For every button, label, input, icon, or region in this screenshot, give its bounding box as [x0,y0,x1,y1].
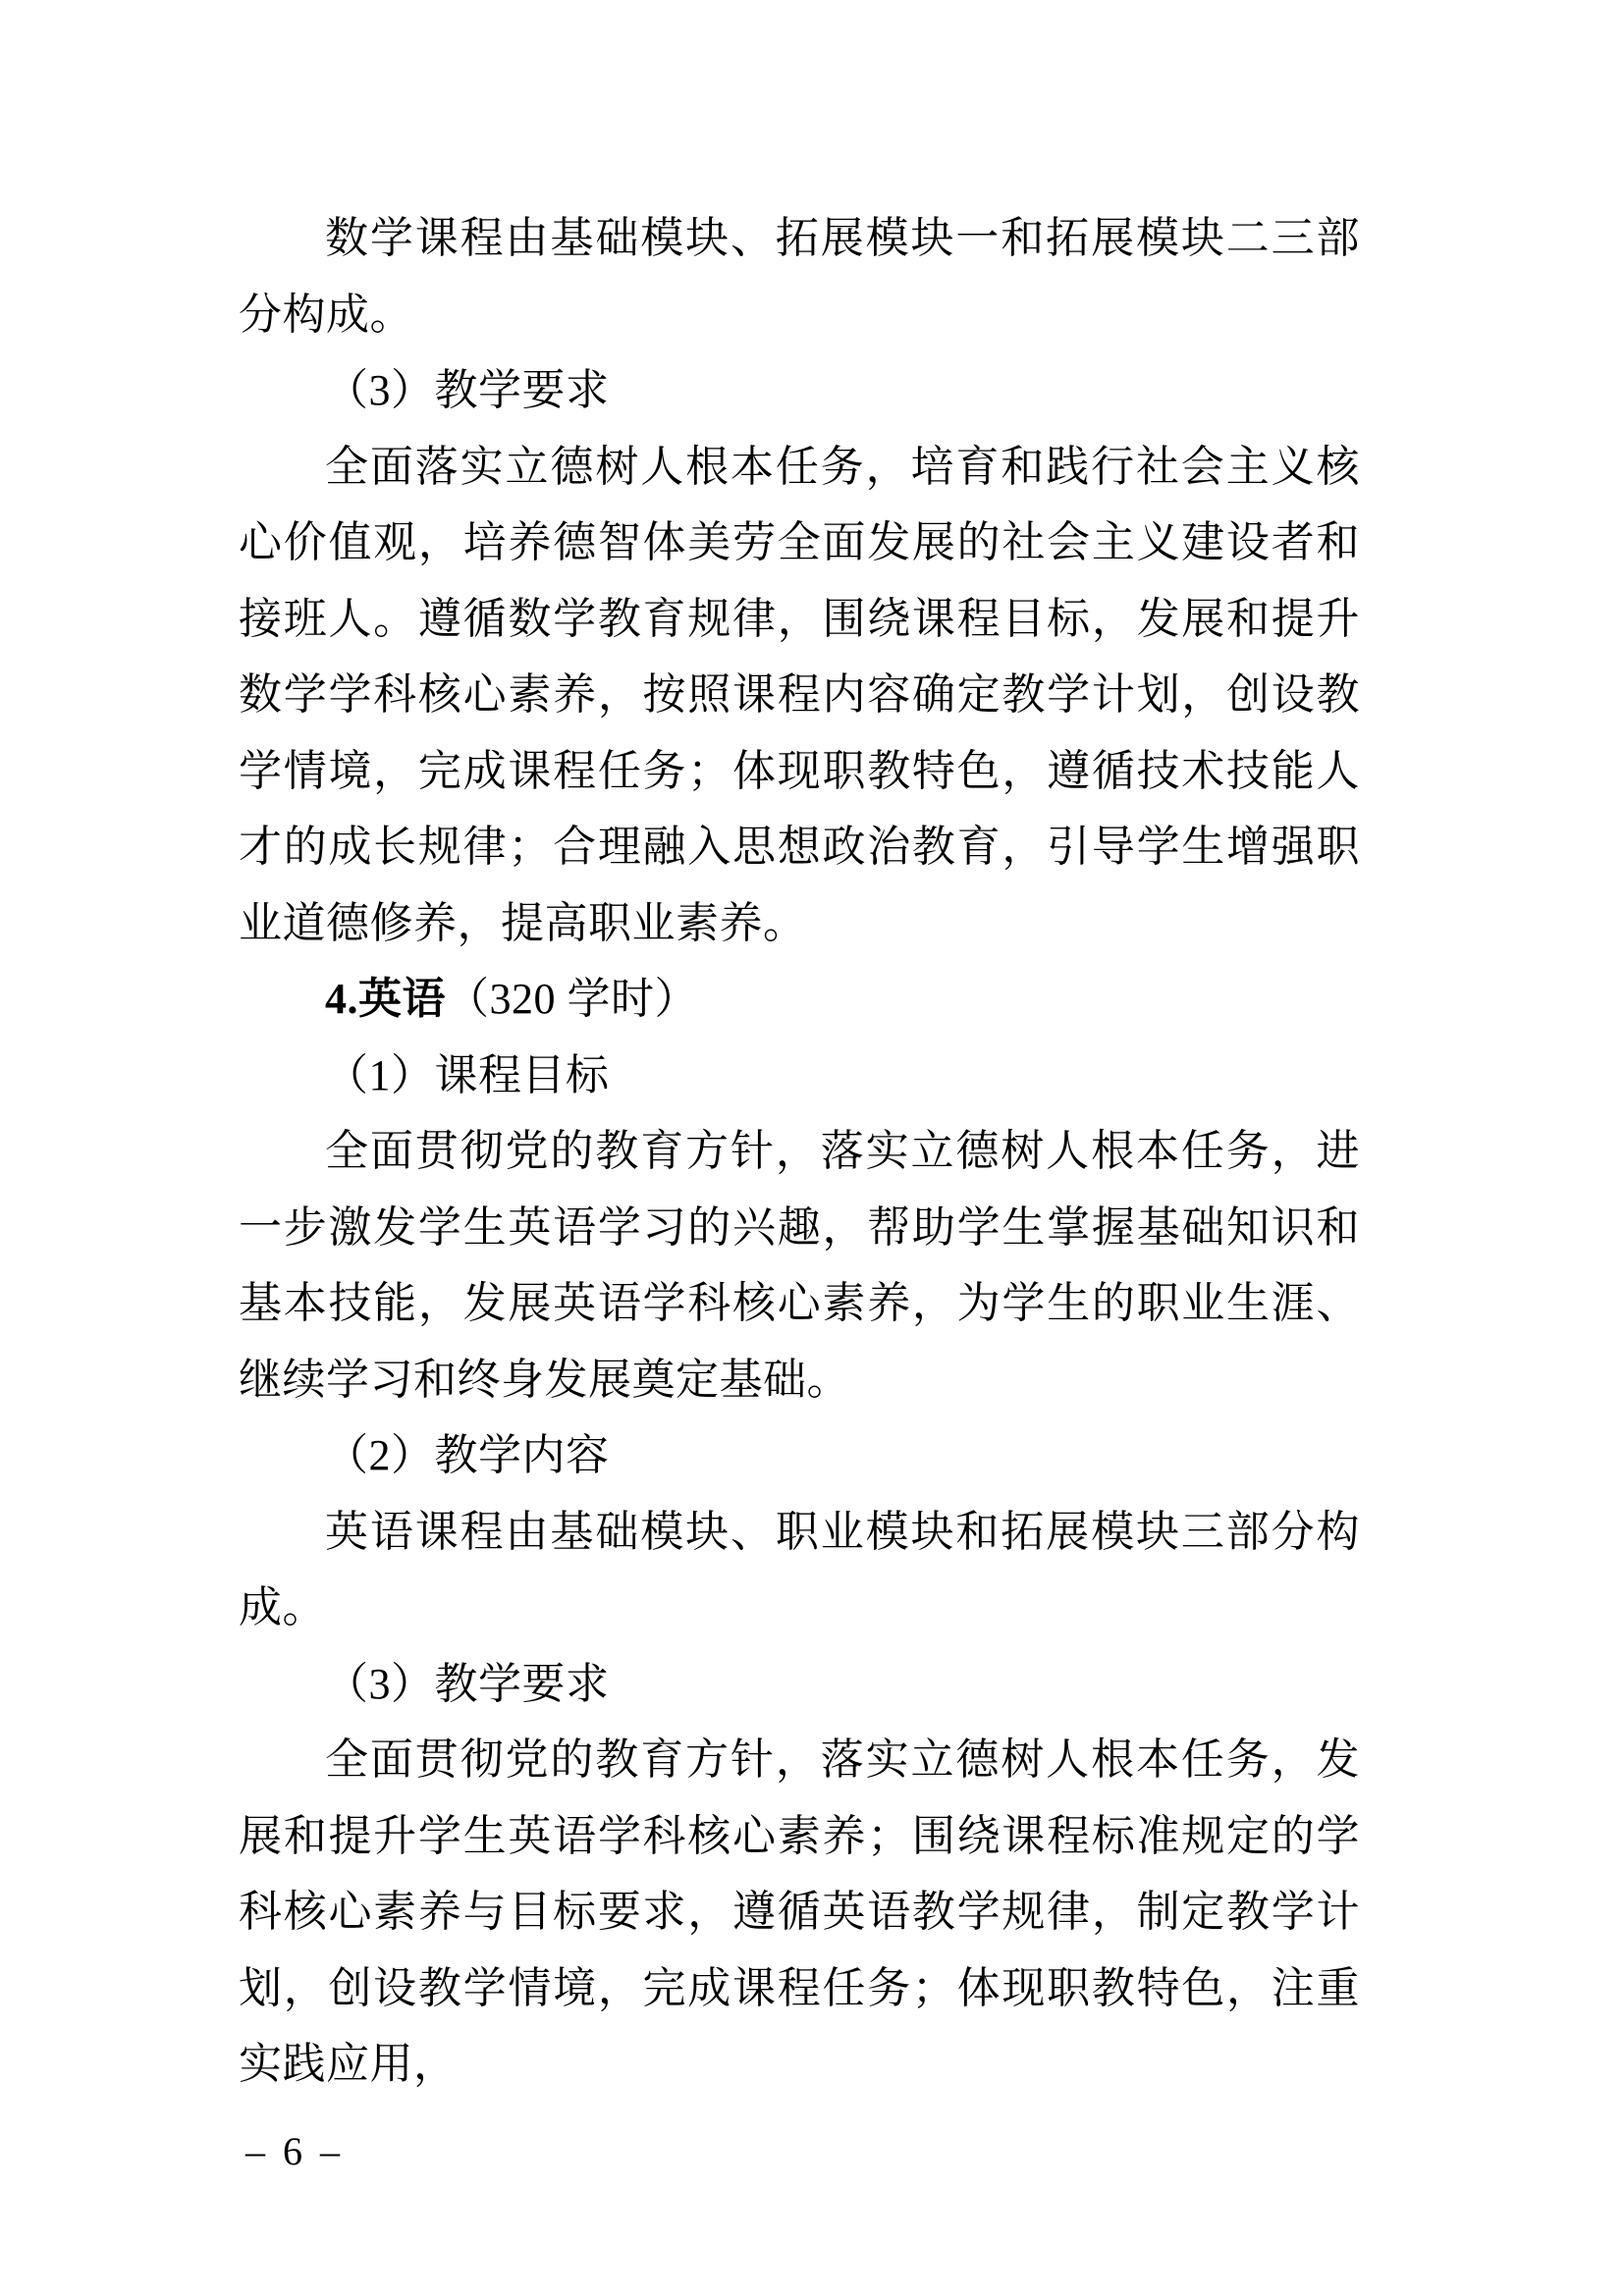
section-heading-english-hours: （320 学时） [446,975,698,1023]
paragraph-math-teaching-requirements-heading: （3）教学要求 [325,366,610,414]
paragraph-english-teaching-content-heading: （2）教学内容 [325,1431,610,1479]
document-body [239,200,1360,2103]
paragraph-english-teaching-requirements-heading: （3）教学要求 [325,1659,610,1708]
paragraph-math-teaching-requirements-body: 全面落实立德树人根本任务，培育和践行社会主义核心价值观，培养德智体美劳全面发展的社会主义建设者和接班人。遵循数学教育规律，围绕课程目标，发展和提升数学学科核心素养，按照课程内容确定教学计划，创设教学情境，完成课程任务；体现职教特色，遵循技术技能人才的成长规律；合理融入思想政治教育，引导学生增强职业道德修养，提高职业素养。 [239,442,1360,947]
page-footer [245,2130,340,2173]
paragraph-math-content: 数学课程由基础模块、拓展模块一和拓展模块二三部分构成。 [239,214,1360,339]
paragraph-english-course-goal-body: 全面贯彻党的教育方针，落实立德树人根本任务，进一步激发学生英语学习的兴趣，帮助学生掌握基础知识和基本技能，发展英语学科核心素养，为学生的职业生涯、继续学习和终身发展奠定基础。 [239,1127,1360,1404]
paragraph-english-course-goal-heading: （1）课程目标 [325,1050,610,1099]
section-heading-english-title: 4.英语 [325,975,446,1023]
page-number: – 6 – [245,2129,340,2173]
section-heading-english [239,961,1360,1038]
paragraph-english-teaching-requirements-body: 全面贯彻党的教育方针，落实立德树人根本任务，发展和提升学生英语学科核心素养；围绕课程标准规定的学科核心素养与目标要求，遵循英语教学规律，制定教学计划，创设教学情境，完成课程任务；体现职教特色，注重实践应用， [239,1735,1360,2088]
paragraph-english-teaching-content-body: 英语课程由基础模块、职业模块和拓展模块三部分构成。 [239,1507,1360,1631]
